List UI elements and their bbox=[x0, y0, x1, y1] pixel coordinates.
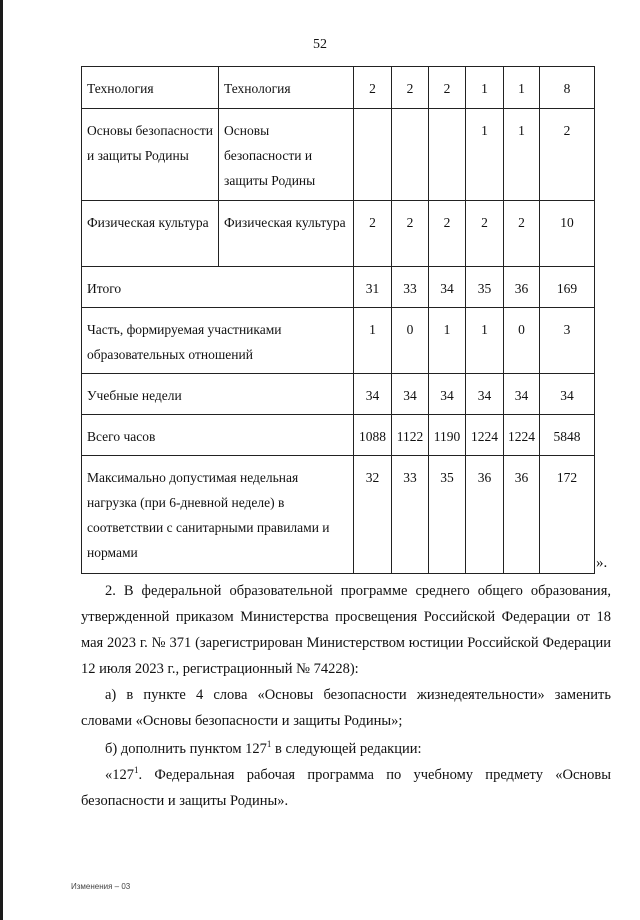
value-cell: 34 bbox=[429, 267, 466, 308]
paragraph-item-127: «$127^1$. Федеральная рабочая программа по учебному предмету «Основы безопасности и защиты Родины». bbox=[81, 765, 611, 809]
total-cell: 3 bbox=[540, 308, 595, 374]
value-cell: 34 bbox=[429, 374, 466, 415]
value-cell: 2 bbox=[504, 201, 540, 267]
value-cell: 1224 bbox=[466, 415, 504, 456]
paragraph-item-b: б) дополнить пунктом $127^1$ в следующей редакции: bbox=[105, 739, 422, 757]
total-cell: 172 bbox=[540, 456, 595, 574]
value-cell: 2 bbox=[429, 67, 466, 109]
value-cell: 1 bbox=[466, 109, 504, 201]
value-cell: 2 bbox=[392, 67, 429, 109]
value-cell: 0 bbox=[392, 308, 429, 374]
total-cell: 34 bbox=[540, 374, 595, 415]
value-cell: 36 bbox=[466, 456, 504, 574]
value-cell: 1 bbox=[466, 308, 504, 374]
total-cell: 169 bbox=[540, 267, 595, 308]
value-cell: 2 bbox=[466, 201, 504, 267]
value-cell: 1 bbox=[354, 308, 392, 374]
value-cell: 1190 bbox=[429, 415, 466, 456]
value-cell: 1224 bbox=[504, 415, 540, 456]
total-cell: 8 bbox=[540, 67, 595, 109]
value-cell: 35 bbox=[466, 267, 504, 308]
summary-label-cell: Учебные недели bbox=[82, 374, 354, 415]
paragraph-item-a: а) в пункте 4 слова «Основы безопасности жизнедеятельности» заменить словами «Основы безопасности и защиты Родины»; bbox=[81, 687, 611, 729]
summary-label-cell: Максимально допустимая недельная нагрузка (при 6-дневной неделе) в соответствии с санитарными правилами и нормами bbox=[82, 456, 354, 574]
value-cell: 36 bbox=[504, 456, 540, 574]
value-cell: 31 bbox=[354, 267, 392, 308]
subject-cell: Физическая культура bbox=[82, 201, 219, 267]
value-cell: 32 bbox=[354, 456, 392, 574]
value-cell: 33 bbox=[392, 267, 429, 308]
table-row bbox=[82, 415, 595, 456]
footer-note: Изменения – 03 bbox=[71, 882, 131, 891]
value-cell: 0 bbox=[504, 308, 540, 374]
page-number: 52 bbox=[313, 37, 327, 52]
total-cell: 10 bbox=[540, 201, 595, 267]
value-cell: 1088 bbox=[354, 415, 392, 456]
summary-label-cell: Часть, формируемая участниками образовательных отношений bbox=[82, 308, 354, 374]
table-row bbox=[82, 308, 595, 374]
course-cell: Технология bbox=[219, 67, 354, 109]
value-cell: 1 bbox=[466, 67, 504, 109]
curriculum-table bbox=[81, 66, 595, 574]
table-row bbox=[82, 456, 595, 574]
value-cell: 2 bbox=[392, 201, 429, 267]
value-cell: 1 bbox=[504, 67, 540, 109]
value-cell: 34 bbox=[466, 374, 504, 415]
table-row bbox=[82, 67, 595, 109]
total-cell: 2 bbox=[540, 109, 595, 201]
table-row bbox=[82, 374, 595, 415]
summary-label-cell: Всего часов bbox=[82, 415, 354, 456]
table-row bbox=[82, 109, 595, 201]
closing-quote: ». bbox=[596, 555, 608, 571]
value-cell bbox=[354, 109, 392, 201]
subject-cell: Технология bbox=[82, 67, 219, 109]
table-row bbox=[82, 201, 595, 267]
paragraph-amendment-2: 2. В федеральной образовательной программе среднего общего образования, утвержденной приказом Министерства просвещения Российской Федерации от 18 мая 2023 г. № 371 (зарегистрирован Министерством юстиции Российской Федерации 12 июля 2023 г., регистрационный № 74228): bbox=[81, 583, 611, 677]
table-row bbox=[82, 267, 595, 308]
value-cell: 1122 bbox=[392, 415, 429, 456]
value-cell bbox=[392, 109, 429, 201]
summary-label-cell: Итого bbox=[82, 267, 354, 308]
course-cell: Физическая культура bbox=[219, 201, 354, 267]
value-cell: 2 bbox=[354, 67, 392, 109]
scan-border bbox=[0, 0, 3, 920]
total-cell: 5848 bbox=[540, 415, 595, 456]
value-cell: 34 bbox=[504, 374, 540, 415]
course-cell: Основы безопасности и защиты Родины bbox=[219, 109, 354, 201]
value-cell: 34 bbox=[392, 374, 429, 415]
value-cell: 1 bbox=[504, 109, 540, 201]
value-cell bbox=[429, 109, 466, 201]
value-cell: 2 bbox=[429, 201, 466, 267]
value-cell: 1 bbox=[429, 308, 466, 374]
value-cell: 33 bbox=[392, 456, 429, 574]
value-cell: 35 bbox=[429, 456, 466, 574]
value-cell: 2 bbox=[354, 201, 392, 267]
value-cell: 36 bbox=[504, 267, 540, 308]
subject-cell: Основы безопасности и защиты Родины bbox=[82, 109, 219, 201]
value-cell: 34 bbox=[354, 374, 392, 415]
